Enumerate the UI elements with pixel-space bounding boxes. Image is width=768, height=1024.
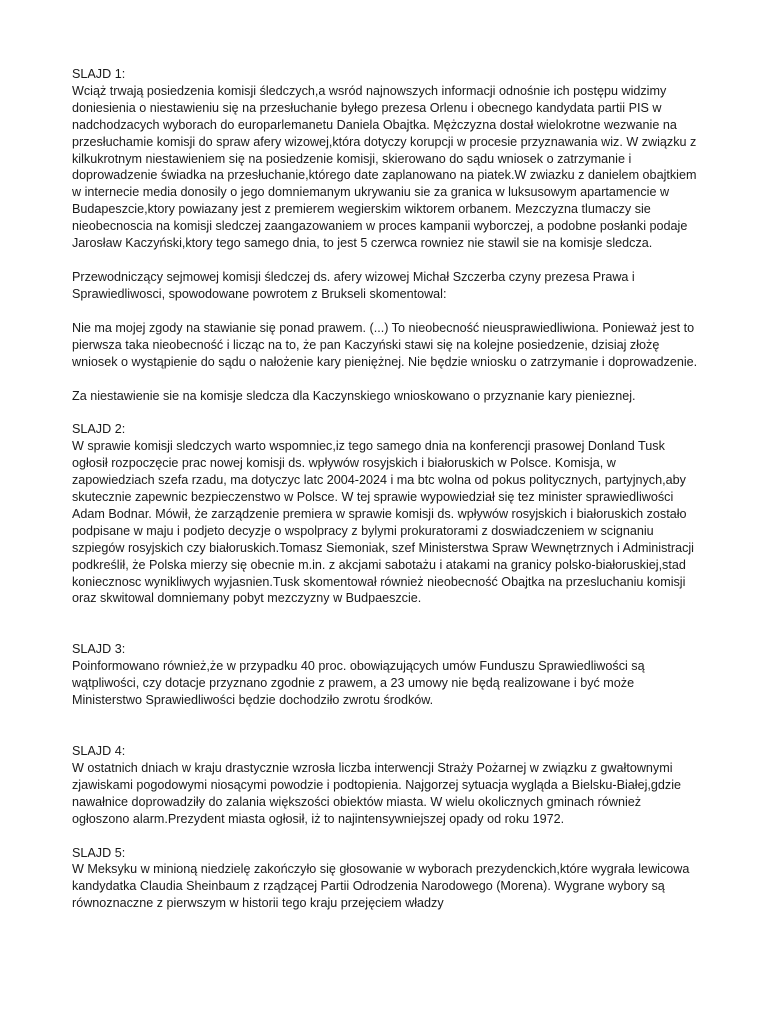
slide-5-heading: SLAJD 5: <box>72 845 126 860</box>
slide-2-paragraph-1: W sprawie komisji sledczych warto wspomniec,iz tego samego dnia na konferencji prasowej Donland Tusk ogłosił rozpoczęcie prac nowej komisji ds. wpływów rosyjskich i białoruskich w Polsce. Komisja, w zapowiedziach szefa rzadu, ma dotyczyc latc 2004-2024 i ma btc wolna od pokus politycznych, partyjnych,aby skutecznie zapewnic bezpieczenstwo w Polsce. W tej sprawie wypowiedział się tez minister sprawiedliwości Adam Bodnar. Mówił, że zarządzenie premiera w sprawie komisji ds. wpływów rosyjskich i białoruskich zostało podpisane w maju i podjeto decyzje o wspolpracy z bylymi prokuratorami z doswiadczeniem w scignaniu szpiegów rosyjskich czy białoruskich.Tomasz Siemoniak, szef Ministerstwa Spraw Wewnętrznych i Administracji podkreślił, że Polska mierzy się obecnie m.in. z akcjami sabotażu i atakami na granicy polsko-białoruskiej,stad koniecznosc wynikliwych wyjasnien.Tusk skomentował również nieobecność Obajtka na przesluchaniu komisji oraz skwitowal domniemany pobyt mezczyzny w Budpaeszcie. <box>72 439 694 606</box>
slide-5-section <box>72 845 698 913</box>
slide-4-section <box>72 743 698 828</box>
slide-3-paragraph-1: Poinformowano również,że w przypadku 40 proc. obowiązujących umów Funduszu Sprawiedliwości są wątpliwości, czy dotacje przyznano zgodnie z prawem, a 23 umowy nie będą realizowane i być może Ministerstwo Sprawiedliwości będzie dochodziło zwrotu środków. <box>72 659 645 708</box>
slide-1-heading: SLAJD 1: <box>72 67 126 81</box>
slide-2-heading: SLAJD 2: <box>72 422 126 437</box>
slide-1-paragraph-1: Wciąż trwają posiedzenia komisji śledczych,a wsród najnowszych informacji odnośnie ich postępu widzimy doniesienia o niestawieniu się na przesłuchanie byłego prezesa Orlenu i obecnego kandydata partii PIS w nadchodzacych wyborach do europarlemanetu Daniela Obajtka. Mężczyzna dostał wielokrotne wezwanie na przesłuchamie komisji do spraw afery wizowej,która dotyczy korupcji w procesie przyznawania wiz. W związku z kilkukrotnym niestawieniem się na posiedzenie komisji, skierowano do sądu wniosek o zatrzymanie i doprowadzenie świadka na przesłuchanie,którego date zaplanowano na piatek.W zwiazku z danielem obajtkiem w internecie media donosily o jego domniemanym ukrywaniu sie za granica w luksusowym apartamencie w Budapeszcie,ktory powiazany jest z premierem wegierskim wiktorem orbanem. Mezczyzna tlumaczy sie nieobecnoscia na komisji sledczej zaangazowaniem w proces kampanii wyborczej, a podobne posłanki podaje Jarosław Kaczyński,ktory tego samego dnia, to jest 5 czerwca rowniez nie stawil sie na komisje sledcza. <box>72 83 697 251</box>
slide-4-paragraph-1: W ostatnich dniach w kraju drastycznie wzrosła liczba interwencji Straży Pożarnej w związku z gwałtownymi zjawiskami pogodowymi niosącymi powodzie i podtopienia. Najgorzej sytuacja wygląda a Bielsku-Białej,gdzie nawałnice doprowadziły do zalania większości obiektów miasta. W wielu okolicznych gminach również ogłoszono alarm.Prezydent miasta ogłosił, iż to najintensywniejszej opady od roku 1972. <box>72 760 682 826</box>
slide-1-section <box>72 66 698 404</box>
slide-5-paragraph-1: W Meksyku w minioną niedzielę zakończyło się głosowanie w wyborach prezydenckich,które wygrała lewicowa kandydatka Claudia Sheinbaum z rządzącej Partii Odrodzenia Narodowego (Morena). Wygrane wybory są równoznaczne z pierwszym w historii tego kraju przejęciem władzy <box>72 862 690 911</box>
slide-1-paragraph-2: Przewodniczący sejmowej komisji śledczej ds. afery wizowej Michał Szczerba czyny prezesa Prawa i Sprawiedliwosci, spowodowane powrotem z Brukseli skomentowal: <box>72 269 635 301</box>
slide-1-paragraph-4: Za niestawienie sie na komisje sledcza dla Kaczynskiego wnioskowano o przyznanie kary pienieznej. <box>72 388 636 403</box>
slide-3-section <box>72 641 698 709</box>
slide-3-heading: SLAJD 3: <box>72 642 126 657</box>
slide-2-section <box>72 421 698 607</box>
slide-4-heading: SLAJD 4: <box>72 744 126 758</box>
slide-1-quote: Nie ma mojej zgody na stawianie się ponad prawem. (...) To nieobecność nieusprawiedliwiona. Ponieważ jest to pierwsza taka nieobecność i licząc na to, że pan Kaczyński stawi się na kolejne posiedzenie, dzisiaj złożę wniosek o wystąpienie do sądu o nałożenie kary pieniężnej. Nie będzie wniosku o zatrzymanie i doprowadzenie. <box>72 320 698 369</box>
document-page <box>72 66 698 912</box>
